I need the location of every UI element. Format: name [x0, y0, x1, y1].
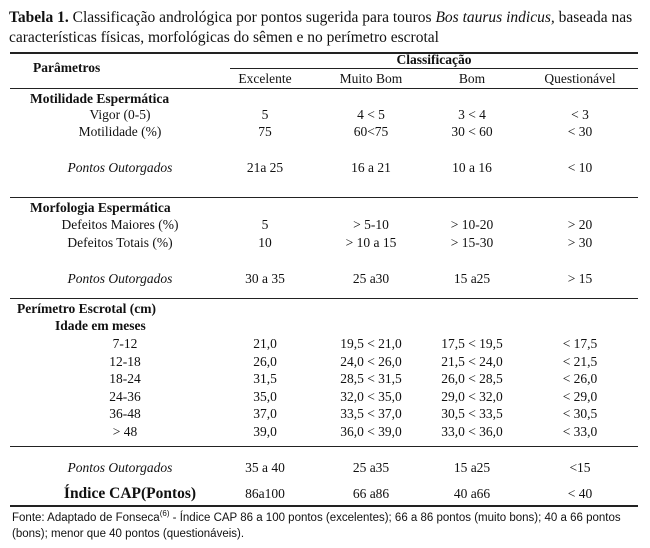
table-row-value: 30 < 60	[451, 124, 493, 139]
points-row-value: 25 a30	[352, 271, 390, 286]
caption-label: Tabela 1.	[9, 9, 69, 26]
row-label: 12-18	[109, 354, 141, 369]
section-rule	[10, 197, 638, 198]
table-row-value: 3 < 4	[458, 107, 486, 122]
header-classificacao: Classificação	[396, 52, 472, 67]
table-row-value: 4 < 5	[357, 107, 385, 122]
table-row-value: < 30	[567, 124, 593, 139]
table-row-value: 29,0 < 32,0	[441, 389, 503, 404]
table-caption	[9, 8, 649, 48]
section-subtitle-idade: Idade em meses	[55, 318, 146, 333]
points-row-value: > 15	[567, 271, 593, 286]
table-row-value: 75	[258, 124, 272, 139]
section-title-motilidade: Motilidade Espermática	[30, 91, 170, 106]
table-row-value: 24,0 < 26,0	[340, 354, 402, 369]
points-row-value: 15 a25	[453, 460, 491, 475]
section-rule	[10, 298, 638, 299]
table-row-value: 35,0	[253, 389, 277, 404]
caption-text-end: baseada nas características físicas, morfológicas do sêmen e no perímetro escrotal	[9, 9, 633, 46]
section-rule	[10, 446, 638, 447]
table-row-value: < 30,5	[562, 406, 598, 421]
points-label: Pontos Outorgados	[67, 271, 173, 286]
table-row-value: > 5-10	[353, 217, 389, 232]
points-row-value: 10 a 16	[452, 160, 492, 175]
caption-species: Bos taurus indicus,	[435, 9, 555, 26]
footnote-ref: (6)	[159, 509, 170, 519]
indice-row-value: 40 a66	[453, 486, 491, 501]
table-row-value: 39,0	[253, 424, 277, 439]
table-row-value: 21,5 < 24,0	[441, 354, 503, 369]
table-row-value: 26,0	[253, 354, 277, 369]
indice-row-value: 66 a86	[352, 486, 390, 501]
points-row-value: < 10	[567, 160, 593, 175]
table-row-value: 33,0 < 36,0	[441, 424, 503, 439]
table-row-value: > 30	[567, 235, 593, 250]
top-rule	[10, 52, 638, 54]
table-row-value: < 3	[571, 107, 589, 122]
table-row-value: 10	[258, 235, 272, 250]
points-label: Pontos Outorgados	[67, 160, 173, 175]
column-header: Questionável	[544, 71, 616, 86]
table-row-value: > 10 a 15	[345, 235, 397, 250]
row-label: 18-24	[109, 371, 141, 386]
bottom-rule	[10, 505, 638, 507]
indice-cap-label: Índice CAP(Pontos)	[63, 485, 197, 502]
table-row-value: < 26,0	[562, 371, 598, 386]
column-header: Muito Bom	[339, 71, 403, 86]
table-row-value: > 15-30	[450, 235, 494, 250]
table-row-value: 17,5 < 19,5	[441, 336, 503, 351]
row-label: Motilidade (%)	[78, 124, 162, 139]
classificacao-rule	[230, 68, 638, 69]
table-row-value: 21,0	[253, 336, 277, 351]
table-row-value: 37,0	[253, 406, 277, 421]
row-label: 24-36	[109, 389, 141, 404]
points-row-value: 21a 25	[246, 160, 284, 175]
caption-text: Classificação andrológica por pontos sugerida para touros	[68, 9, 436, 26]
row-label: > 48	[112, 424, 138, 439]
table-row-value: < 21,5	[562, 354, 598, 369]
table-row-value: < 33,0	[562, 424, 598, 439]
row-label: 36-48	[109, 406, 141, 421]
table-row-value: 26,0 < 28,5	[441, 371, 503, 386]
points-row-value: 16 a 21	[351, 160, 391, 175]
points-row-value: 30 a 35	[245, 271, 285, 286]
footnote	[12, 510, 640, 542]
table-row-value: > 10-20	[450, 217, 494, 232]
row-label: Defeitos Totais (%)	[67, 235, 173, 250]
table-row-value: > 20	[567, 217, 593, 232]
points-label: Pontos Outorgados	[67, 460, 173, 475]
table-row-value: 33,5 < 37,0	[340, 406, 402, 421]
points-row-value: 15 a25	[453, 271, 491, 286]
row-label: Vigor (0-5)	[89, 107, 151, 122]
table-row-value: 19,5 < 21,0	[340, 336, 402, 351]
table-row-value: 5	[261, 217, 269, 232]
table-row-value: 30,5 < 33,5	[441, 406, 503, 421]
table-row-value: 31,5	[253, 371, 277, 386]
table-row-value: < 29,0	[562, 389, 598, 404]
header-rule	[10, 88, 638, 89]
table-row-value: < 17,5	[562, 336, 598, 351]
indice-row-value: 86a100	[245, 486, 285, 501]
table-row-value: 32,0 < 35,0	[340, 389, 402, 404]
section-title-perimetro: Perímetro Escrotal (cm)	[17, 301, 156, 316]
row-label: 7-12	[112, 336, 138, 351]
table-row-value: 5	[261, 107, 269, 122]
points-row-value: <15	[569, 460, 591, 475]
table-row-value: 60<75	[353, 124, 389, 139]
section-title-morfologia: Morfologia Espermática	[30, 200, 171, 215]
table-row-value: 28,5 < 31,5	[340, 371, 402, 386]
row-label: Defeitos Maiores (%)	[61, 217, 179, 232]
header-parametros: Parâmetros	[33, 60, 101, 75]
footnote-prefix: Fonte: Adaptado de Fonseca	[12, 512, 160, 524]
footnote-text: - Índice CAP 86 a 100 pontos (excelentes); 66 a 86 pontos (muito bons); 40 a 66 pontos (bons); menor que 40 pontos (questionáveis).	[12, 512, 621, 540]
table-row-value: 36,0 < 39,0	[340, 424, 402, 439]
indice-row-value: < 40	[567, 486, 593, 501]
column-header: Excelente	[238, 71, 292, 86]
column-header: Bom	[458, 71, 486, 86]
points-row-value: 25 a35	[352, 460, 390, 475]
points-row-value: 35 a 40	[245, 460, 285, 475]
